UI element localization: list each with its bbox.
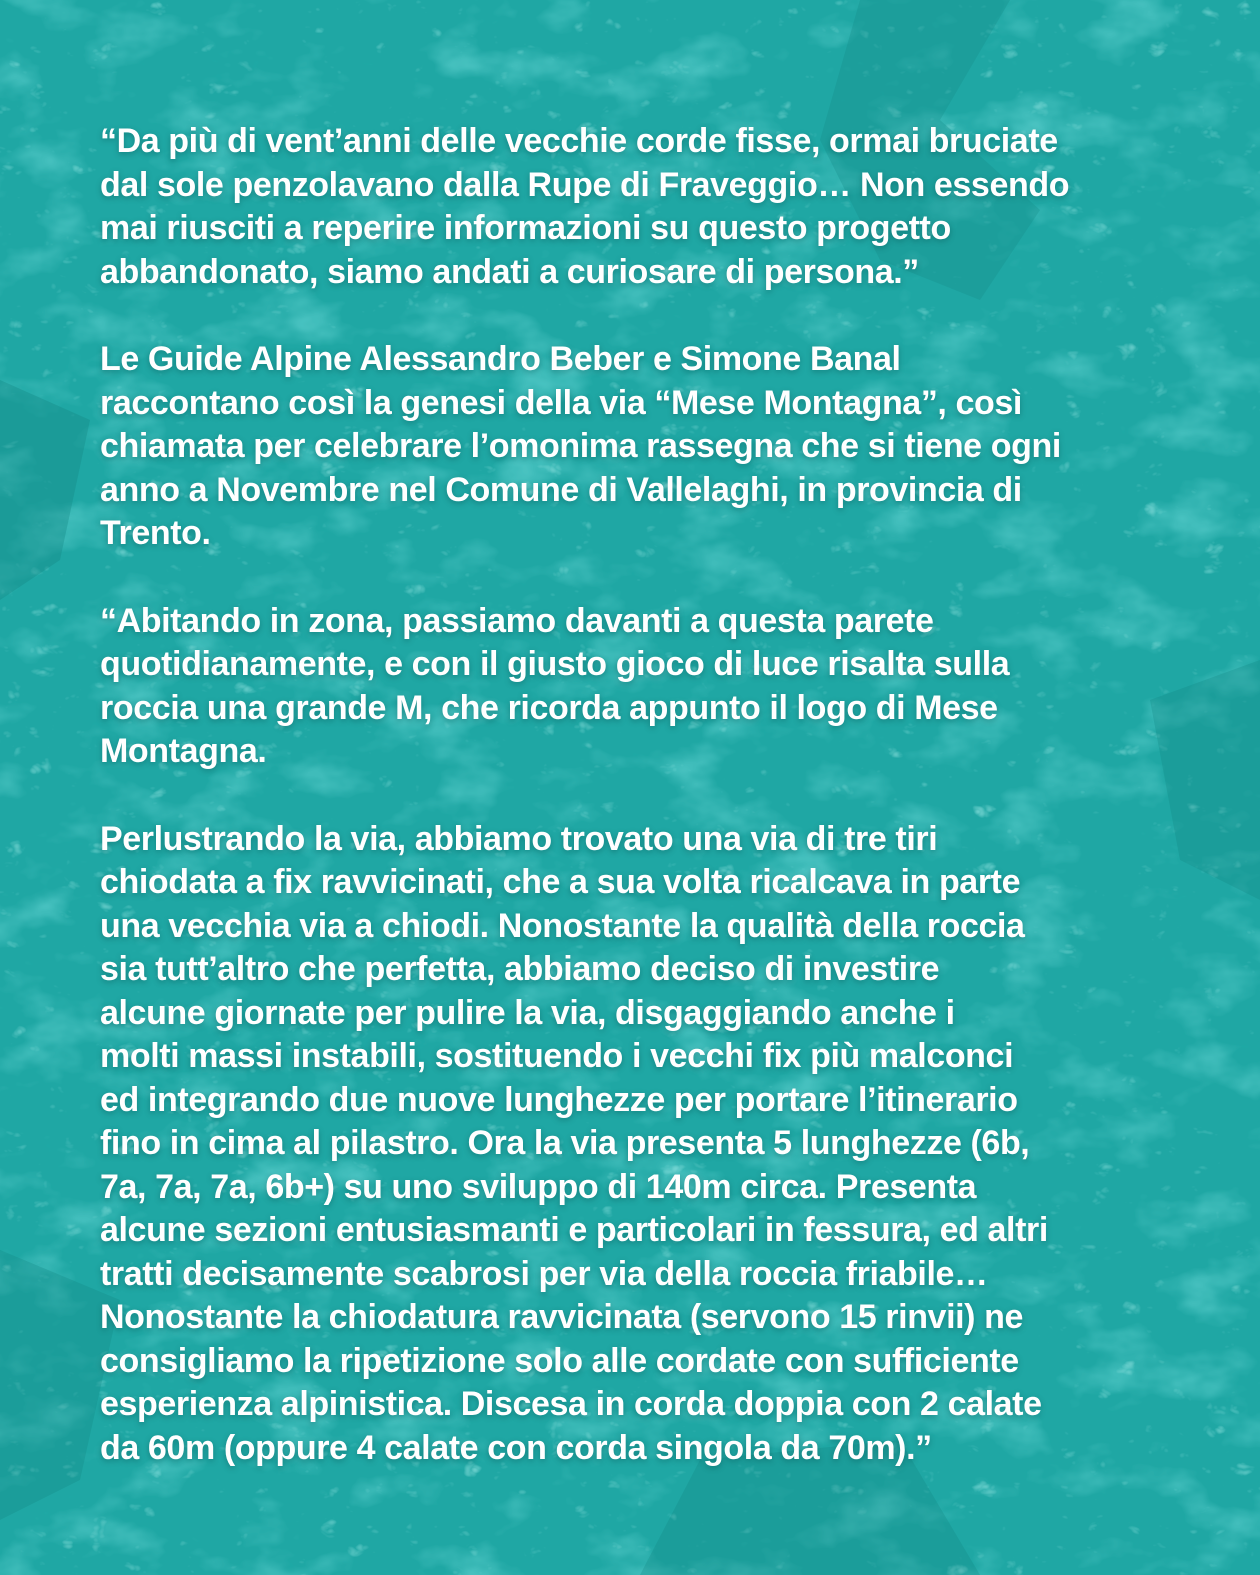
- quote-paragraph-wall: “Abitando in zona, passiamo davanti a questa parete quotidianamente, e con il giusto gioco di luce risalta sulla roccia una grande M, che ricorda appunto il logo di Mese Montagna.: [100, 601, 1010, 770]
- quote-paragraph-intro: “Da più di vent’anni delle vecchie corde fisse, ormai bruciate dal sole penzolavano dalla Rupe di Fraveggio… Non essendo mai riusciti a reperire informazioni su questo progetto abbandonato, siamo andati a curiosare di persona.”: [100, 122, 1070, 291]
- paragraph-route-description: Perlustrando la via, abbiamo trovato una via di tre tiri chiodata a fix ravvicinati, che a sua volta ricalcava in parte una vecchia via a chiodi. Nonostante la qualità della roccia sia tutt’altro che perfetta, abbiamo deciso di investire alcune giornate per pulire la via, disgaggiando anche i molti massi instabili, sostituendo i vecchi fix più malconci ed integrando due nuove lunghezze per portare l’itinerario fino in cima al pilastro. Ora la via presenta 5 lunghezze (6b, 7a, 7a, 7a, 6b+) su uno sviluppo di 140m circa. Presenta alcune sezioni entusiasmanti e particolari in fessura, ed altri tratti decisamente scabrosi per via della roccia friabile… Nonostante la chiodatura ravvicinata (servono 15 rinvii) ne consigliamo la ripetizione solo alle cordate con sufficiente esperienza alpinistica. Discesa in corda doppia con 2 calate da 60m (oppure 4 calate con corda singola da 70m).”: [100, 819, 1048, 1467]
- article-body: [100, 120, 1170, 1470]
- paragraph-guides: Le Guide Alpine Alessandro Beber e Simone Banal raccontano così la genesi della via “Mese Montagna”, così chiamata per celebrare l’omonima rassegna che si tiene ogni anno a Novembre nel Comune di Vallelaghi, in provincia di Trento.: [100, 340, 1061, 552]
